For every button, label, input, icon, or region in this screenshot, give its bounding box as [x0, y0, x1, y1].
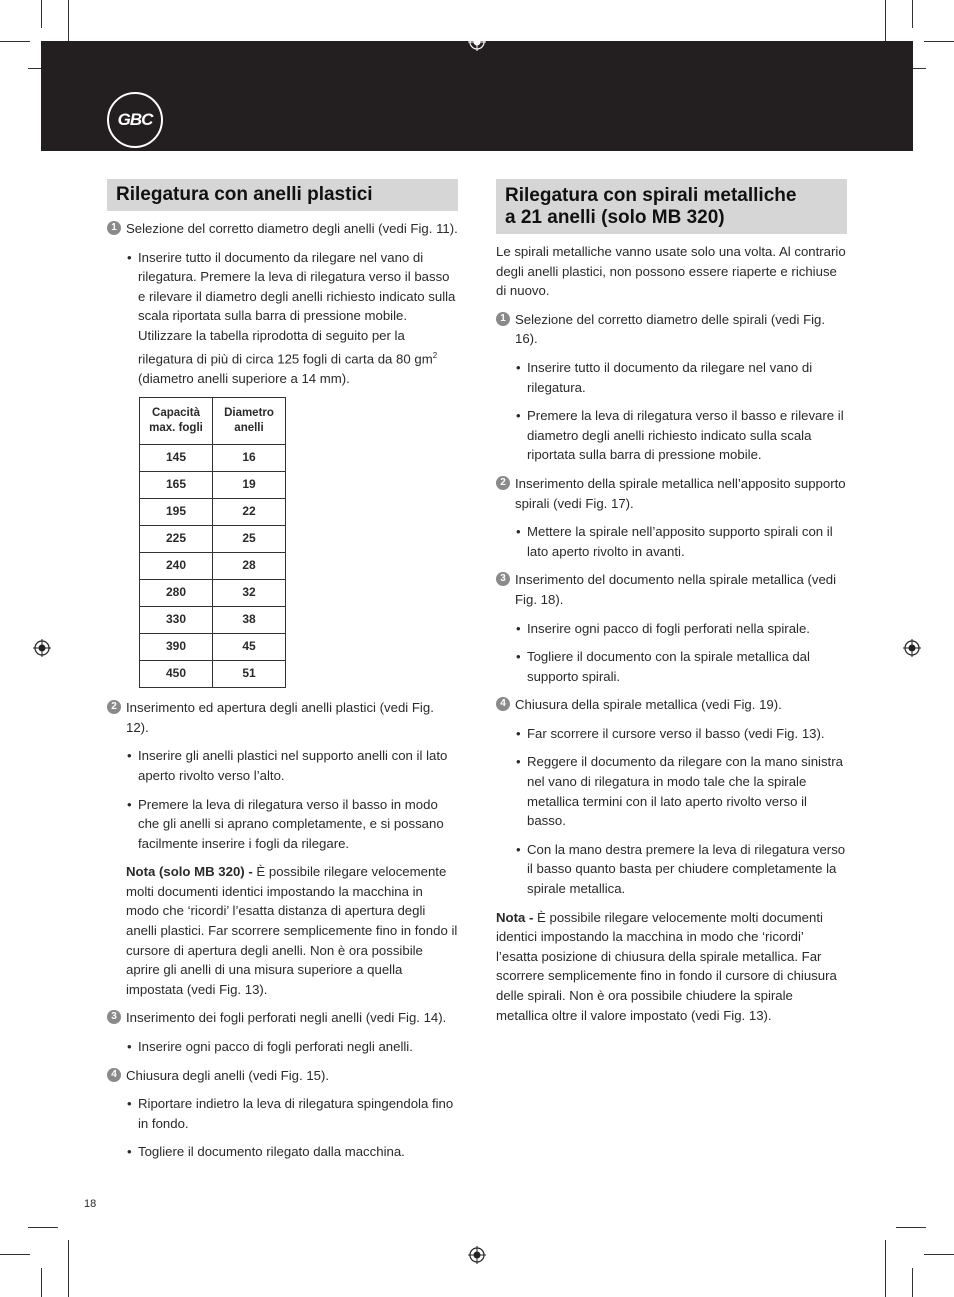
- registration-mark-icon: [468, 33, 486, 51]
- table-row: 280 32: [140, 580, 286, 607]
- note-label: Nota -: [496, 909, 534, 925]
- header-band: [41, 41, 913, 151]
- step-text: Chiusura degli anelli (vedi Fig. 15).: [126, 1067, 330, 1083]
- bullet-item: • Premere la leva di rilegatura verso il basso e rilevare il diametro degli anelli richiesto indicato sulla scala riportata sulla barra di pressione mobile.: [496, 406, 847, 465]
- step-number-icon: 3: [496, 572, 510, 586]
- crop-mark: [68, 1240, 69, 1297]
- step-text: Inserimento del documento nella spirale metallica (vedi Fig. 18).: [515, 572, 837, 607]
- gbc-logo: GBC: [107, 92, 163, 148]
- section-heading: Rilegatura con anelli plastici: [107, 179, 458, 211]
- table-row: 225 25: [140, 526, 286, 553]
- bullet-item: • Riportare indietro la leva di rilegatura spingendola fino in fondo.: [107, 1094, 458, 1133]
- bullet-item: • Togliere il documento con la spirale metallica dal supporto spirali.: [496, 647, 847, 686]
- bullet-item: • Mettere la spirale nell’apposito supporto spirali con il lato aperto rivolto in avanti.: [496, 522, 847, 561]
- registration-mark-icon: [468, 1246, 486, 1264]
- step-text: Inserimento della spirale metallica nell’apposito supporto spirali (vedi Fig. 17).: [515, 475, 846, 511]
- bullet-item: • Reggere il documento da rilegare con la mano sinistra nel vano di rilegatura in modo tale che la spirale metallica termini con il lato aperto rivolto verso il basso.: [496, 752, 847, 830]
- crop-mark: [0, 1254, 30, 1255]
- crop-mark: [912, 1268, 913, 1297]
- crop-mark: [0, 41, 30, 42]
- step-4: [496, 695, 847, 715]
- bullet-item: • Far scorrere il cursore verso il basso (vedi Fig. 13).: [496, 724, 847, 744]
- step-number-icon: 4: [107, 1068, 121, 1082]
- crop-mark: [924, 41, 954, 42]
- table-row: 390 45: [140, 634, 286, 661]
- step-text: Inserimento dei fogli perforati negli anelli (vedi Fig. 14).: [126, 1010, 447, 1026]
- step-text: Chiusura della spirale metallica (vedi Fig. 19).: [515, 697, 782, 713]
- crop-mark: [912, 0, 913, 28]
- note-paragraph: Nota (solo MB 320) - È possibile rilegare velocemente molti documenti identici impostando la macchina in modo che ‘ricordi’ l’esatta distanza di apertura degli anelli plastici. Far scorrere semplicemente fino in fondo il cursore di apertura degli anelli. Non è ora possibile aprire gli anelli di una misura superiore a quella impostata (vedi Fig. 13).: [126, 864, 458, 997]
- crop-mark: [28, 1227, 58, 1228]
- bullet-item: • Con la mano destra premere la leva di rilegatura verso il basso quanto basta per chiudere completamente la spirale metallica.: [496, 840, 847, 899]
- step-1: [107, 219, 458, 239]
- registration-mark-icon: [903, 639, 921, 657]
- step-number-icon: 4: [496, 697, 510, 711]
- intro-paragraph: Le spirali metalliche vanno usate solo una volta. Al contrario degli anelli plastici, non possono essere riaperte e richiuse di nuovo.: [496, 244, 846, 299]
- table-row: 165 19: [140, 472, 286, 499]
- bullet-item: • Inserire ogni pacco di fogli perforati nella spirale.: [496, 619, 847, 639]
- step-number-icon: 1: [107, 221, 121, 235]
- table-row: 330 38: [140, 607, 286, 634]
- crop-mark: [41, 0, 42, 28]
- table-header: Diametro anelli: [213, 398, 286, 445]
- bullet-item: • Inserire ogni pacco di fogli perforati negli anelli.: [107, 1037, 458, 1057]
- step-2: [496, 474, 847, 513]
- step-number-icon: 1: [496, 312, 510, 326]
- registration-mark-icon: [33, 639, 51, 657]
- bullet-item: • Premere la leva di rilegatura verso il basso in modo che gli anelli si aprano completamente, e si possano facilmente inserire i fogli da rilegare.: [107, 795, 458, 854]
- left-column: [107, 179, 458, 1171]
- section-heading: Rilegatura con spirali metalliche a 21 anelli (solo MB 320): [496, 179, 847, 234]
- right-column: [496, 179, 847, 1034]
- step-4: [107, 1066, 458, 1086]
- table-row: 195 22: [140, 499, 286, 526]
- step-2: [107, 698, 458, 737]
- step-text: Selezione del corretto diametro degli anelli (vedi Fig. 11).: [126, 221, 458, 236]
- crop-mark: [41, 1268, 42, 1297]
- bullet-item: • Inserire gli anelli plastici nel supporto anelli con il lato aperto rivolto verso l’alto.: [107, 746, 458, 785]
- bullet-item: • Inserire tutto il documento da rilegare nel vano di rilegatura.: [496, 358, 847, 397]
- note-paragraph: Nota - È possibile rilegare velocemente molti documenti identici impostando la macchina in modo che ‘ricordi’ l’esatta posizione di chiusura della spirale metallica. Far scorrere semplicemente fino in fondo il cursore di chiusura delle spirali. Non è ora possibile chiudere la spirale metallica oltre il valore impostato (vedi Fig. 13).: [496, 909, 837, 1023]
- crop-mark: [885, 1240, 886, 1297]
- table-row: 145 16: [140, 445, 286, 472]
- table-row: 240 28: [140, 553, 286, 580]
- ring-diameter-table: [139, 397, 286, 688]
- bullet-item: • Togliere il documento rilegato dalla macchina.: [107, 1142, 458, 1162]
- note-label: Nota (solo MB 320) -: [126, 864, 253, 880]
- step-text: Inserimento ed apertura degli anelli plastici (vedi Fig. 12).: [126, 700, 434, 735]
- step-text: Selezione del corretto diametro delle spirali (vedi Fig. 16).: [515, 311, 826, 347]
- bullet-item: • Inserire tutto il documento da rilegare nel vano di rilegatura. Premere la leva di rilegatura verso il basso e rilevare il diametro degli anelli richiesto indicato sulla scala riportata sulla barra di pressione mobile. Utilizzare la tabella riprodotta di seguito per la rilegatura di più di circa 125 fogli di carta da 80 $gm^2$ (diametro anelli superiore a 14 mm).: [107, 248, 458, 389]
- page-number: 18: [84, 1198, 97, 1210]
- crop-mark: [896, 1227, 926, 1228]
- table-header: Capacità max. fogli: [140, 398, 213, 445]
- crop-mark: [924, 1254, 954, 1255]
- step-3: [107, 1008, 458, 1028]
- step-number-icon: 3: [107, 1010, 121, 1024]
- step-3: [496, 570, 847, 609]
- step-1: [496, 310, 847, 349]
- table-row: 450 51: [140, 661, 286, 688]
- step-number-icon: 2: [107, 700, 121, 714]
- step-number-icon: 2: [496, 476, 510, 490]
